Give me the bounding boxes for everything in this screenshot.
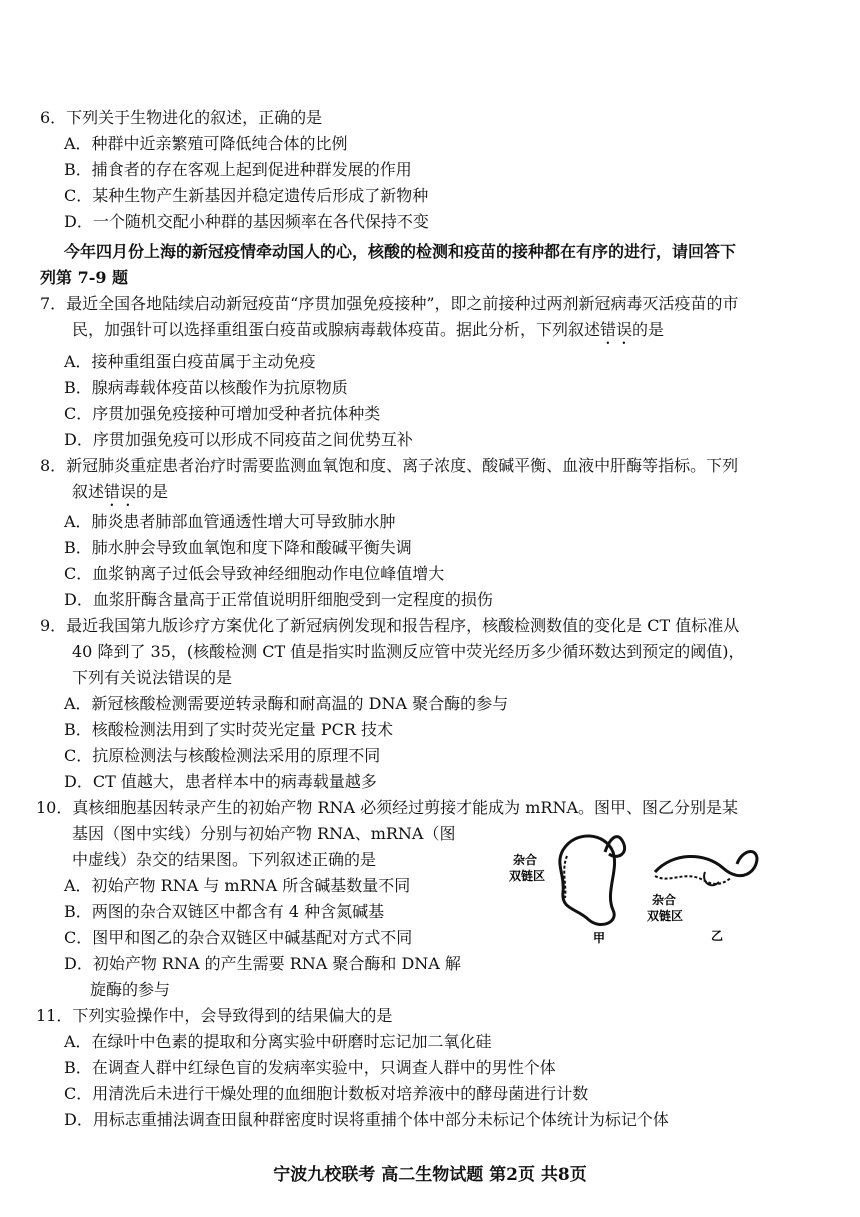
q10-stem-3: 中虚线）杂交的结果图。下列叙述正确的是 — [72, 850, 377, 869]
q11-option-b: B．在调查人群中红绿色盲的发病率实验中，只调查人群中的男性个体 — [64, 1058, 556, 1077]
q8-emphasis-word: 错误 — [104, 482, 137, 501]
figure-b-label-1: 杂合 — [652, 893, 677, 907]
q8-stem-2-post: 的是 — [136, 482, 169, 501]
q6-option-b: B．捕食者的存在客观上起到促进种群发展的作用 — [64, 160, 412, 179]
q9-option-d: D．CT 值越大，患者样本中的病毒载量越多 — [64, 772, 377, 791]
q9-option-a: A．新冠核酸检测需要逆转录酶和耐高温的 DNA 聚合酶的参与 — [64, 694, 509, 713]
q9-option-b: B．核酸检测法用到了实时荧光定量 PCR 技术 — [64, 720, 393, 739]
q9-stem-2: 40 降到了 35，(核酸检测 CT 值是指实时监测反应管中荧光经历多少循环数达到预定的阈值)， — [72, 642, 745, 661]
figure-b — [647, 851, 757, 943]
figure-a — [509, 836, 625, 945]
q7-stem-2-pre: 民，加强针可以选择重组蛋白疫苗或腺病毒载体疫苗。据此分析，下列叙述 — [72, 320, 601, 339]
q9-stem-1: 9．最近我国第九版诊疗方案优化了新冠病例发现和报告程序，核酸检测数值的变化是 CT 值标准从 — [40, 616, 740, 635]
figure-a-label-2: 双链区 — [509, 869, 546, 883]
q6-stem: 6．下列关于生物进化的叙述，正确的是 — [40, 108, 323, 127]
intro-line-2: 列第 7-9 题 — [40, 268, 129, 287]
figure-b-caption: 乙 — [711, 929, 724, 943]
q7-option-b: B．腺病毒载体疫苗以核酸作为抗原物质 — [64, 378, 348, 397]
q8-option-d: D．血浆肝酶含量高于正常值说明肝细胞受到一定程度的损伤 — [64, 590, 493, 609]
figure-b-label-2: 双链区 — [647, 909, 684, 923]
q10-stem-2: 基因（图中实线）分别与初始产物 RNA、mRNA（图 — [72, 824, 456, 843]
q8-option-c: C．血浆钠离子过低会导致神经细胞动作电位峰值增大 — [64, 564, 445, 583]
q9-option-c: C．抗原检测法与核酸检测法采用的原理不同 — [64, 746, 381, 765]
page-footer: 宁波九校联考 高二生物试题 第2页 共8页 — [273, 1165, 587, 1185]
q10-option-b: B．两图的杂合双链区中都含有 4 种含氮碱基 — [64, 902, 385, 921]
q7-stem-2-post: 的是 — [632, 320, 665, 339]
q8-option-b: B．肺水肿会导致血氧饱和度下降和酸碱平衡失调 — [64, 538, 412, 557]
q11-stem: 11．下列实验操作中，会导致得到的结果偏大的是 — [36, 1006, 393, 1025]
q7-stem-2 — [72, 318, 664, 342]
q10-option-d-continued: 旋酶的参与 — [90, 980, 171, 999]
q10-option-c: C．图甲和图乙的杂合双链区中碱基配对方式不同 — [64, 928, 413, 947]
q6-option-a: A．种群中近亲繁殖可降低纯合体的比例 — [64, 134, 348, 153]
figure-a-dashed-line — [564, 856, 567, 898]
figure-b-loop — [704, 872, 719, 885]
figure-a-label-1: 杂合 — [513, 853, 538, 867]
q11-option-a: A．在绿叶中色素的提取和分离实验中研磨时忘记加二氧化硅 — [64, 1032, 492, 1051]
q8-stem-2-pre: 叙述 — [72, 482, 105, 501]
q10-stem-1: 10．真核细胞基因转录产生的初始产物 RNA 必须经过剪接才能成为 mRNA。图甲、图乙分别是某 — [36, 798, 738, 817]
q7-emphasis-word: 错误 — [600, 320, 633, 339]
q8-stem-2 — [72, 480, 168, 504]
q6-option-d: D．一个随机交配小种群的基因频率在各代保持不变 — [64, 212, 429, 231]
q9-stem-3: 下列有关说法错误的是 — [72, 668, 233, 687]
q7-option-a: A．接种重组蛋白疫苗属于主动免疫 — [64, 352, 316, 371]
q11-option-d: D．用标志重捕法调查田鼠种群密度时误将重捕个体中部分未标记个体统计为标记个体 — [64, 1110, 669, 1129]
q7-stem-1: 7．最近全国各地陆续启动新冠疫苗“序贯加强免疫接种”，即之前接种过两剂新冠病毒灭活疫苗的市 — [40, 294, 739, 313]
q8-stem-1: 8．新冠肺炎重症患者治疗时需要监测血氧饱和度、离子浓度、酸碱平衡、血液中肝酶等指标。下列 — [40, 456, 739, 475]
q11-option-c: C．用清洗后未进行干燥处理的血细胞计数板对培养液中的酵母菌进行计数 — [64, 1084, 589, 1103]
intro-line-1: 今年四月份上海的新冠疫情牵动国人的心，核酸的检测和疫苗的接种都在有序的进行，请回答下 — [64, 242, 737, 261]
q8-option-a: A．肺炎患者肺部血管通透性增大可导致肺水肿 — [64, 512, 396, 531]
q7-option-d: D．序贯加强免疫可以形成不同疫苗之间优势互补 — [64, 430, 413, 449]
hybridization-figure — [505, 812, 765, 952]
q6-option-c: C．某种生物产生新基因并稳定遗传后形成了新物种 — [64, 186, 429, 205]
figure-b-solid-line — [655, 851, 757, 875]
q7-option-c: C．序贯加强免疫接种可增加受种者抗体种类 — [64, 404, 381, 423]
q10-option-d: D．初始产物 RNA 的产生需要 RNA 聚合酶和 DNA 解 — [64, 954, 461, 973]
q10-option-a: A．初始产物 RNA 与 mRNA 所含碱基数量不同 — [64, 876, 411, 895]
figure-a-caption: 甲 — [593, 931, 606, 945]
